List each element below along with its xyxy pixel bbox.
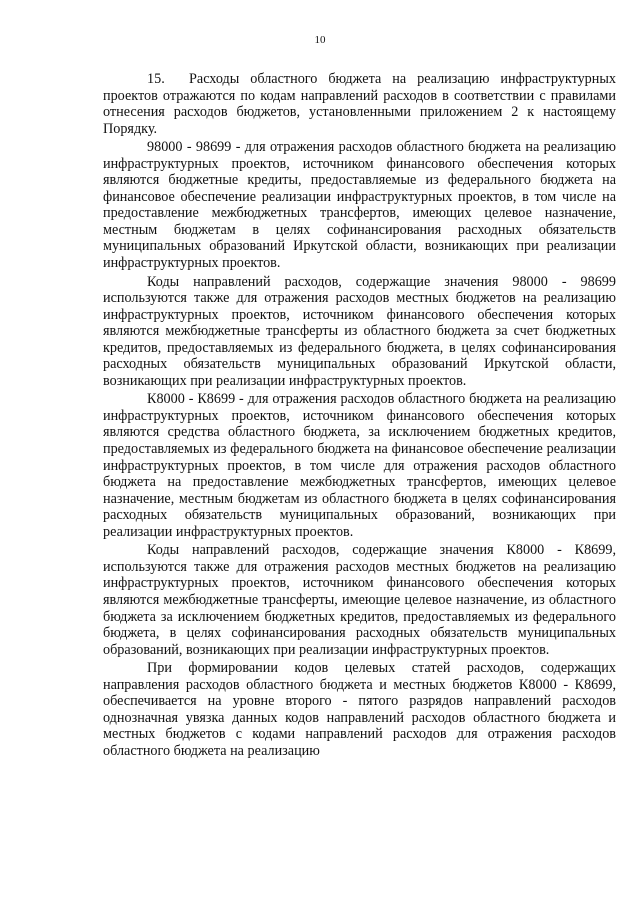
paragraph-local-k8000: Коды направлений расходов, содержащие значения К8000 - К8699, используются также для отражения расходов местных бюджетов на реализацию инфраструктурных проектов, источником финансового обеспечения которых являются межбюджетные трансферты, имеющие целевое назначение, из областного бюджета за исключением бюджетных кредитов, предоставляемых из федерального бюджета, в целях софинансирования расходных обязательств муниципальных образований, возникающих при реализации инфраструктурных проектов. — [103, 542, 616, 658]
paragraph-target-codes: При формировании кодов целевых статей расходов, содержащих направления расходов областного бюджета и местных бюджетов К8000 - К8699, обеспечивается на уровне второго - пятого разрядов направлений расходов однозначная увязка данных кодов направлений расходов областного бюджета и местных бюджетов с кодами направлений расходов для отражения расходов областного бюджета на реализацию — [103, 660, 616, 759]
paragraph-codes-k8000: К8000 - К8699 - для отражения расходов областного бюджета на реализацию инфраструктурных проектов, источником финансового обеспечения которых являются средства областного бюджета, за исключением бюджетных кредитов, предоставляемых из федерального бюджета на финансовое обеспечение реализации инфраструктурных проектов, в том числе для отражения расходов областного бюджета на предоставление межбюджетных трансфертов, имеющих целевое назначение, местным бюджетам из областного бюджета в целях софинансирования расходных обязательств муниципальных образований, возникающих при реализации инфраструктурных проектов. — [103, 391, 616, 540]
paragraph-number: 15. — [147, 71, 165, 87]
paragraph-15-text: Расходы областного бюджета на реализацию инфраструктурных проектов отражаются по кодам направлений расходов в соответствии с правилами отнесения расходов бюджетов, установленными приложением 2 к настоящему Порядку. — [103, 71, 616, 137]
document-body — [103, 71, 616, 761]
paragraph-codes-98000: 98000 - 98699 - для отражения расходов областного бюджета на реализацию инфраструктурных проектов, источником финансового обеспечения которых являются бюджетные кредиты, предоставляемые из федерального бюджета на финансовое обеспечение реализации инфраструктурных проектов, в том числе на предоставление межбюджетных трансфертов, имеющих целевое назначение, местным бюджетам в целях софинансирования расходных обязательств муниципальных образований Иркутской области, возникающих при реализации инфраструктурных проектов. — [103, 139, 616, 272]
paragraph-local-98000: Коды направлений расходов, содержащие значения 98000 - 98699 используются также для отражения расходов местных бюджетов на реализацию инфраструктурных проектов, источником финансового обеспечения которых являются межбюджетные трансферты из областного бюджета за счет бюджетных кредитов, предоставляемых из федерального бюджета, в целях софинансирования расходных обязательств муниципальных образований Иркутской области, возникающих при реализации инфраструктурных проектов. — [103, 273, 616, 389]
paragraph-15 — [103, 71, 616, 137]
page-number: 10 — [314, 34, 326, 46]
